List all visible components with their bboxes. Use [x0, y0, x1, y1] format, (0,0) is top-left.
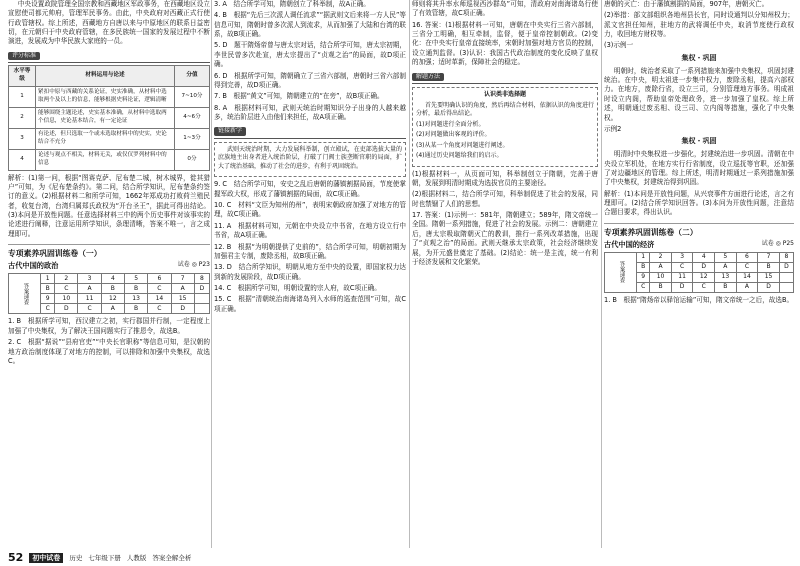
answer-item: 11. A 根据材料可知，元朝在中央设立中书省，在地方设立行中书省，故A项正确。: [214, 221, 406, 240]
answer-table: 答案速查 1 2 3 4 5 6 7 8 B A C D A C B D 9 10 11 12 13 14 15 C B D C B A D: [604, 252, 794, 293]
sub-title: 古代中国的政治: [8, 261, 59, 271]
example-label: 示例2: [604, 124, 622, 133]
essay-paragraph: 明朝时，统治者采取了一系列措施来加强中央集权，巩固封建统治。在中央，明太祖进一步集中权力，废除丞相，提高六部权力。在地方，废除行省，设立三司，分别管理地方事务。明成祖时设立内阁，帮助皇帝处理政务，进一步加强了皇权。综上所述，明朝通过废丞相、设三司、立内阁等措施，强化了中央集权。: [604, 66, 794, 122]
rubric-header: 水平等级: [9, 66, 36, 87]
page-ref: 试卷 ◎ P23: [177, 261, 210, 269]
section-title: 专项素养巩固训练卷（二）: [604, 223, 794, 238]
subject: 历史: [69, 554, 83, 562]
answer-item: 1. B 根据所学可知，西汉建立之初，实行郡国并行制，一定程度上加强了中央集权，为了解决王国问题实行了推恩令，故选B。: [8, 317, 210, 335]
answer-label: 答案速查: [9, 274, 41, 314]
answer-item: (1)根据材料一，从页面可知，科举制创立于隋朝，完善于唐朝，发展到明清时期成为选拔官员的主要途径。: [412, 169, 598, 187]
sub-title-row: [604, 240, 794, 250]
answer-item: 16. 答案：(1)根据材料一可知，唐朝在中央实行三省六部制，三省分工明确，相互牵制，监督，便于皇帝控制朝政。(2)变化：在中央实行皇帝直接统率，宋朝时加强对地方官员的控制，设立通判监督。(3)认识：我国古代政治制度的变化反映了皇权的加强；适时革新，保障社会的稳定。: [412, 20, 598, 67]
essay-paragraph: 明清时中央集权进一步强化，封建统治进一步巩固。清朝在中央设立军机处，在地方实行行省制度，设立巡抚等官职，还加强了对边疆地区的管理。综上所述，明清时期通过一系列措施加强了中央集权，封建统治得到巩固。: [604, 150, 794, 187]
answer-item: 17. 答案：(1)示例一：581年，隋朝建立；589年，隋文帝统一全国。隋朝一系列措施，促进了社会的发展。示例二：唐朝建立后，唐太宗吸取隋朝灭亡的教训，推行一系列改革措施，出现了“贞观之治”的局面。武则天继承太宗政策，社会经济继续发展，为开元盛世奠定了基础。(2)结论：统一是主流，统一有利于经济发展和文化繁荣。: [412, 211, 598, 266]
rubric-tag: 评分标准: [8, 52, 40, 61]
table-row: 4 论述与观点不相关，材料无关，或仅仅罗列材料中的信息 0分: [9, 149, 210, 170]
answer-item: 5. D 题干隋炀帝曾与唐太宗对话，结合所学可知，唐太宗初期，李世民曾多次赴宣，唐太宗提出了“贞观之治”的局面，故D项正确。: [214, 41, 406, 69]
answer-item: 1. B 根据“隋炀帝以驿馆运输”可知，隋文帝统一之后，故选B。: [604, 295, 794, 304]
answer-item: 15. C 根据“清朝统治南海诸岛列入水师的巡查范围”可知，故C项正确。: [214, 295, 406, 313]
answer-item: 6. D 根据所学可知，隋朝确立了三省六部制，唐朝时三省六部制得到完善，故D项正确。: [214, 71, 406, 89]
answer-label-footer: 答案全解全析: [152, 554, 192, 562]
answer-table: 答案速查 1 2 3 4 5 6 7 8 B C A B B C A D 9 10 11 12 13 14 15 C D C A B C D: [8, 273, 210, 314]
answer-item: 2. C 根据“据说”“县府官吏”“中央长官职称”等信息可知，是汉朝的地方政治制度体现了对地方的控制，可以排除和加强中央集权，故选C。: [8, 338, 210, 365]
page-number: 52: [8, 551, 24, 564]
page-ref: 试卷 ◎ P25: [761, 239, 794, 247]
link-box: 武则天统治时期，大力发展科举制，创立殿试，在吏部选拔大量的庶族地主出身者进入统治阶层，打破了门阀士族垄断官职的局面，扩大了统治基础，推动了社会的进步，有利于巩固统治。: [214, 142, 406, 178]
answer-item: 3. A 结合所学可知，隋朝创立了科举制，故A正确。: [214, 0, 370, 8]
link-tag: 链接新学: [214, 127, 246, 136]
section-title: 专项素养巩固训练卷（一）: [8, 244, 210, 259]
column-divider: [601, 0, 602, 548]
answer-item: 9. C 结合所学可知，安史之乱后唐朝的藩镇割据局面，节度使掌握军政大权，形成了藩镇割据的局面，故C项正确。: [214, 180, 406, 198]
answer-item: 7. B 根据“黄文”可知，隋朝建立的“在旁”，故B项正确。: [214, 92, 384, 101]
page-footer: [8, 551, 191, 564]
rubric-header: 分值: [175, 66, 210, 87]
answer-label: 答案速查: [605, 252, 637, 292]
intro-paragraph: 中央设置政院管理全国宗教和西藏地区军政事务，在西藏地区设立宣慰使司都元帅府，管理军民事务。由此，中央政府对西藏正式行使行政管辖权。综上所述，西藏地方自唐以来与中原地区的联系日益密切，在元朝归于中央政府管辖，在多民族统一国家的发展过程中不断演进，发展成为中华民族大家庭的一员。: [8, 0, 210, 46]
analysis-paragraph: 解析：(1)本问是开放性问题，从兴衰事件方面进行论述，言之有理即可。(2)结合所学知识回答。(3)本问为开放性问题，注意结合题目要求，得出认识。: [604, 189, 794, 217]
method-title: 认识类非选择题: [483, 91, 526, 99]
column-divider: [409, 0, 410, 548]
column-4: [604, 0, 794, 307]
column-3: [412, 0, 598, 269]
rubric-header: 材料运用与论述: [36, 66, 175, 87]
answer-item: 10. C 材料“文臣为知州的州”，表明宋朝政府加强了对地方的管理，故C项正确。: [214, 201, 406, 219]
answer-item: (2)根据材料二，结合所学可知，科举制促进了社会的发展，同时也禁锢了人们的思想。: [412, 190, 598, 208]
analysis-paragraph: 解析：(1)第一问，根据“图赛克萨、尼布楚二城，树木城界，徙其猎户”可知，为《尼布楚条约》。第二问，结合所学知识，尼布楚条约签订的意义。(2)根据材料二和所学可知，1662年郑成功打败荷兰殖民者，收复台湾，台湾归属郑氏政权为“开台圣王”，据此可得出结论。(3)本问是开放性问题。任意选择材料三中的两个历史事件对该事实的论述进行阐释，注意运用所学知识，条理清晰，答案不唯一，言之成理即可。: [8, 173, 210, 238]
table-row: 3 有论述，但只选取一个或未选取材料中的史实，史论结合不充分 1~3分: [9, 128, 210, 149]
answer-item: 12. B 根据“为明朝提供了史前的”，结合所学可知，明朝初期为加强君主专制，废除丞相，故B项正确。: [214, 242, 406, 260]
brand-logo: 初中试卷: [29, 553, 63, 563]
table-row: 2 能够围绕主题论述，史实基本准确，从材料中选取两个信息，史论基本结合，有一定论证 4~6分: [9, 108, 210, 129]
answer-item: 8. A 根据材料可知，武则天统治时期知识分子出身的人越来越多，统治阶层进入由他们来担任，故A项正确。: [214, 103, 406, 121]
answer-item: (3)示例一: [604, 41, 634, 50]
table-row: 1 紧扣中原与西藏的关系论证，史实准确，从材料中选取两个及以上的信息，能够根据史料论证，逻辑清晰 7~10分: [9, 87, 210, 108]
answer-item: 14. C 根据所学可知，明朝设置的宗人府，故C项正确。: [214, 283, 381, 292]
rubric-table: [8, 65, 210, 170]
answer-item: 4. B 根据“先后三次派人调任流求”“据武则文后来将一方人民”等信息可知，隋朝时曾多次派人到流求，从而加强了大陆和台湾的联系，故B项正确。: [214, 11, 406, 39]
method-tag: 解题方法: [412, 73, 444, 82]
method-box: 认识类非选择题 首先要明确认识的角度，然后再结合材料，依据认识的角度进行分析，最后得出结论。 (1)对问题进行全面分析。 (2)对问题做出客观的评价。 (3)从某一个角度对问题进行阐述。 (4)通过历史问题给我们的启示。: [412, 87, 598, 167]
sub-title: 古代中国的经济: [604, 239, 655, 249]
intro-paragraph: 师则将其升率水师巡视西沙群岛”可知，清政府对南海诸岛行使了有效管辖，故C项正确。: [412, 0, 598, 18]
grade: 七年级下册: [88, 554, 121, 562]
column-divider: [211, 0, 212, 548]
column-2: [214, 0, 406, 316]
answer-item: 13. D 结合所学知识，明朝从地方至中央的设置，即国家权力达到新的发展阶段，故D项正确。: [214, 263, 406, 281]
edition: 人教版: [126, 554, 147, 562]
column-1: [8, 0, 210, 368]
sub-title-row: [8, 261, 210, 271]
essay-title: 集权・巩固: [681, 53, 717, 62]
essay-title: 集权・巩固: [681, 137, 717, 146]
answer-item: (2)举措：部文部组织各地州县长官，同时设通判以分知州权力；派文官担任知州，驻地方的武将调任中央，取消节度使行政权力，收回地方财权等。: [604, 11, 794, 39]
intro-paragraph: 唐朝的灭亡：由于藩镇割据的局面，907年，唐朝灭亡。: [604, 0, 769, 8]
